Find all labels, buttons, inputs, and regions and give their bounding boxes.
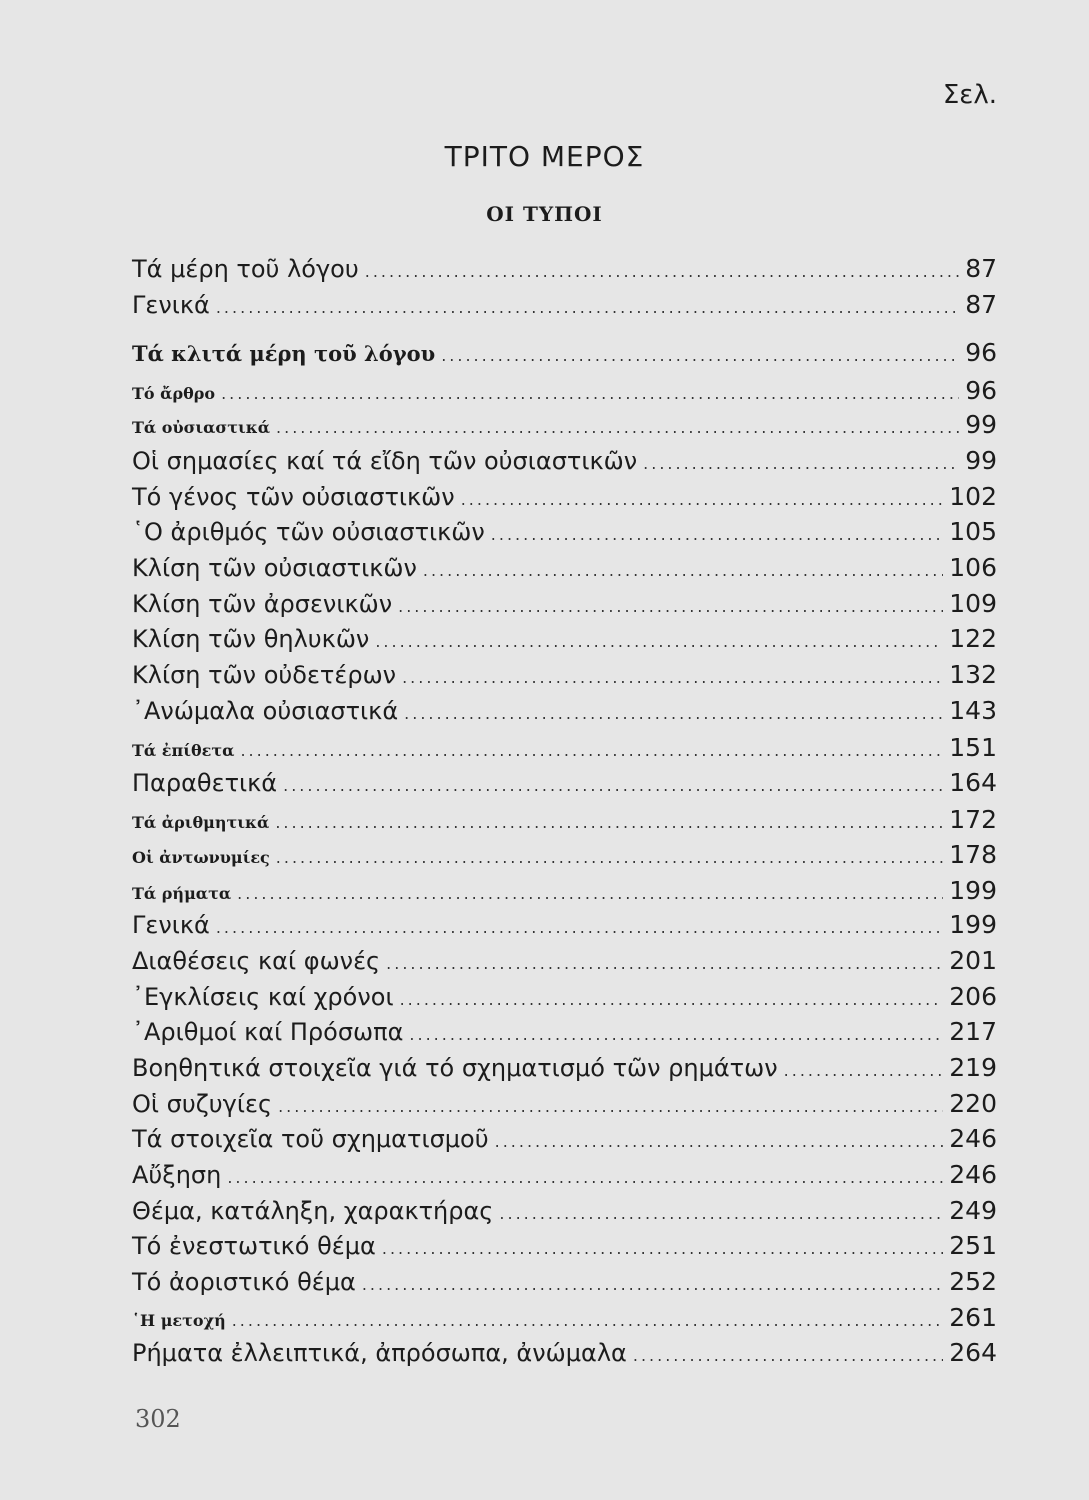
page-column-header: Σελ. [942,80,997,110]
toc-entry [132,946,997,975]
toc-entry-label: Τά ἀριθμητικά [132,813,270,832]
toc-entry-page: 206 [949,982,997,1011]
toc-entry-page: 105 [949,517,997,546]
toc-entry-label: Οἱ ἀντωνυμίες [132,848,270,867]
toc-entry [132,410,997,439]
toc-leader-dots [402,668,943,687]
toc-entry-page: 172 [949,805,997,834]
toc-leader-dots [398,597,943,616]
toc-entry-page: 106 [949,553,997,582]
toc-entry-page: 109 [949,589,997,618]
toc-entry-page: 249 [949,1196,997,1225]
toc-leader-dots [382,1239,943,1258]
toc-entry [132,910,997,939]
toc-leader-dots [365,262,959,281]
toc-leader-dots [386,954,943,973]
toc-entry-label: Τά ρήματα [132,884,232,903]
toc-entry-label: Τά μέρη τοῦ λόγου [132,255,359,283]
toc-entry-label: ᾿Αριθμοί καί Πρόσωπα [132,1018,404,1046]
toc-entry [132,733,997,762]
toc-entry-label: Τά κλιτά μέρη τοῦ λόγου [132,341,436,366]
toc-leader-dots [400,990,944,1009]
toc-entry-page: 143 [949,696,997,725]
toc-entry-page: 246 [949,1124,997,1153]
toc-entry [132,768,997,797]
toc-entry [132,1124,997,1153]
toc-entry [132,805,997,834]
toc-entry-label: Διαθέσεις καί φωνές [132,947,381,975]
toc-entry-page: 99 [965,446,997,475]
toc-entry-page: 87 [965,290,997,319]
toc-entry-label: Τό ἐνεστωτικό θέμα [132,1232,376,1260]
section-title: ΟΙ ΤΥΠΟΙ [486,202,603,226]
toc-leader-dots [276,418,959,437]
toc-leader-dots [232,1311,944,1330]
toc-entry-label: ᾿Εγκλίσεις καί χρόνοι [132,983,394,1011]
toc-leader-dots [423,561,943,580]
toc-leader-dots [461,490,944,509]
toc-entry-page: 217 [949,1017,997,1046]
toc-entry-label: ῾Η μετοχή [132,1311,226,1330]
toc-entry-label: Τό ἄρθρο [132,384,216,403]
toc-leader-dots [491,525,944,544]
toc-leader-dots [283,776,943,795]
toc-entry-label: Τά στοιχεῖα τοῦ σχηματισμοῦ [132,1125,489,1153]
toc-entry [132,1267,997,1296]
toc-entry-page: 219 [949,1053,997,1082]
toc-entry [132,1196,997,1225]
toc-entry-label: Βοηθητικά στοιχεῖα γιά τό σχηματισμό τῶν ρημάτων [132,1054,778,1082]
toc-entry [132,254,997,283]
toc-entry [132,338,997,367]
toc-entry-page: 246 [949,1160,997,1189]
toc-entry-label: Ρήματα ἐλλειπτικά, ἀπρόσωπα, ἀνώμαλα [132,1339,627,1367]
toc-entry-label: Τό γένος τῶν οὐσιαστικῶν [132,483,455,511]
toc-entry-page: 261 [949,1303,997,1332]
toc-entry-page: 87 [965,254,997,283]
toc-entry [132,1017,997,1046]
toc-entry [132,660,997,689]
toc-entry [132,1338,997,1367]
toc-entry [132,446,997,475]
toc-entry-label: Οἱ συζυγίες [132,1090,273,1118]
toc-entry-label: ῾Ο ἀριθμός τῶν οὐσιαστικῶν [132,518,485,546]
toc-entry-page: 164 [949,768,997,797]
toc-leader-dots [216,298,959,317]
toc-leader-dots [784,1061,944,1080]
toc-leader-dots [227,1168,943,1187]
toc-entry-label: Τό ἀοριστικό θέμα [132,1268,356,1296]
toc-entry-page: 102 [949,482,997,511]
toc-leader-dots [221,384,959,403]
toc-leader-dots [441,346,959,365]
toc-entry-page: 220 [949,1089,997,1118]
toc-entry-page: 132 [949,660,997,689]
toc-leader-dots [275,813,943,832]
table-of-contents [132,0,997,1500]
toc-entry [132,840,997,869]
toc-entry-page: 252 [949,1267,997,1296]
toc-entry-label: Γενικά [132,291,210,319]
toc-entry-page: 264 [949,1338,997,1367]
toc-entry [132,624,997,653]
toc-entry [132,376,997,405]
toc-leader-dots [495,1132,944,1151]
toc-entry-page: 99 [965,410,997,439]
toc-entry-label: Αὔξηση [132,1161,222,1189]
toc-entry [132,1053,997,1082]
toc-entry [132,876,997,905]
toc-entry-page: 96 [965,338,997,367]
toc-leader-dots [362,1275,943,1294]
toc-entry [132,589,997,618]
toc-entry [132,482,997,511]
toc-entry [132,553,997,582]
toc-entry-page: 201 [949,946,997,975]
toc-entry [132,696,997,725]
toc-entry-label: Τά ἐπίθετα [132,741,235,760]
toc-entry [132,982,997,1011]
toc-entry-label: ᾿Ανώμαλα οὐσιαστικά [132,697,399,725]
toc-leader-dots [633,1346,943,1365]
toc-leader-dots [237,884,943,903]
toc-entry-label: Κλίση τῶν οὐδετέρων [132,661,397,689]
toc-entry [132,1089,997,1118]
toc-entry [132,1303,997,1332]
toc-entry-page: 178 [949,840,997,869]
toc-entry-label: Κλίση τῶν ἀρσενικῶν [132,590,393,618]
toc-leader-dots [240,741,943,760]
toc-entry-page: 151 [949,733,997,762]
toc-entry-page: 199 [949,876,997,905]
toc-entry [132,290,997,319]
toc-entry [132,1160,997,1189]
toc-entry-page: 96 [965,376,997,405]
toc-leader-dots [404,704,943,723]
toc-entry-label: Οἱ σημασίες καί τά εἴδη τῶν οὐσιαστικῶν [132,447,638,475]
toc-leader-dots [278,1097,943,1116]
toc-entry-label: Κλίση τῶν οὐσιαστικῶν [132,554,417,582]
toc-leader-dots [276,848,943,867]
toc-entry-label: Κλίση τῶν θηλυκῶν [132,625,370,653]
toc-entry-label: Τά οὐσιαστικά [132,418,271,437]
toc-leader-dots [375,632,943,651]
page-number: 302 [135,1405,181,1433]
toc-entry-page: 199 [949,910,997,939]
toc-entry-label: Παραθετικά [132,769,278,797]
toc-entry-label: Γενικά [132,911,210,939]
toc-leader-dots [499,1204,943,1223]
toc-leader-dots [409,1025,943,1044]
toc-entry [132,1231,997,1260]
toc-leader-dots [216,918,943,937]
toc-entry-page: 122 [949,624,997,653]
toc-entry-page: 251 [949,1231,997,1260]
toc-leader-dots [643,454,959,473]
toc-entry-label: Θέμα, κατάληξη, χαρακτήρας [132,1197,494,1225]
toc-entry [132,517,997,546]
part-title: ΤΡΙΤΟ ΜΕΡΟΣ [444,140,645,173]
